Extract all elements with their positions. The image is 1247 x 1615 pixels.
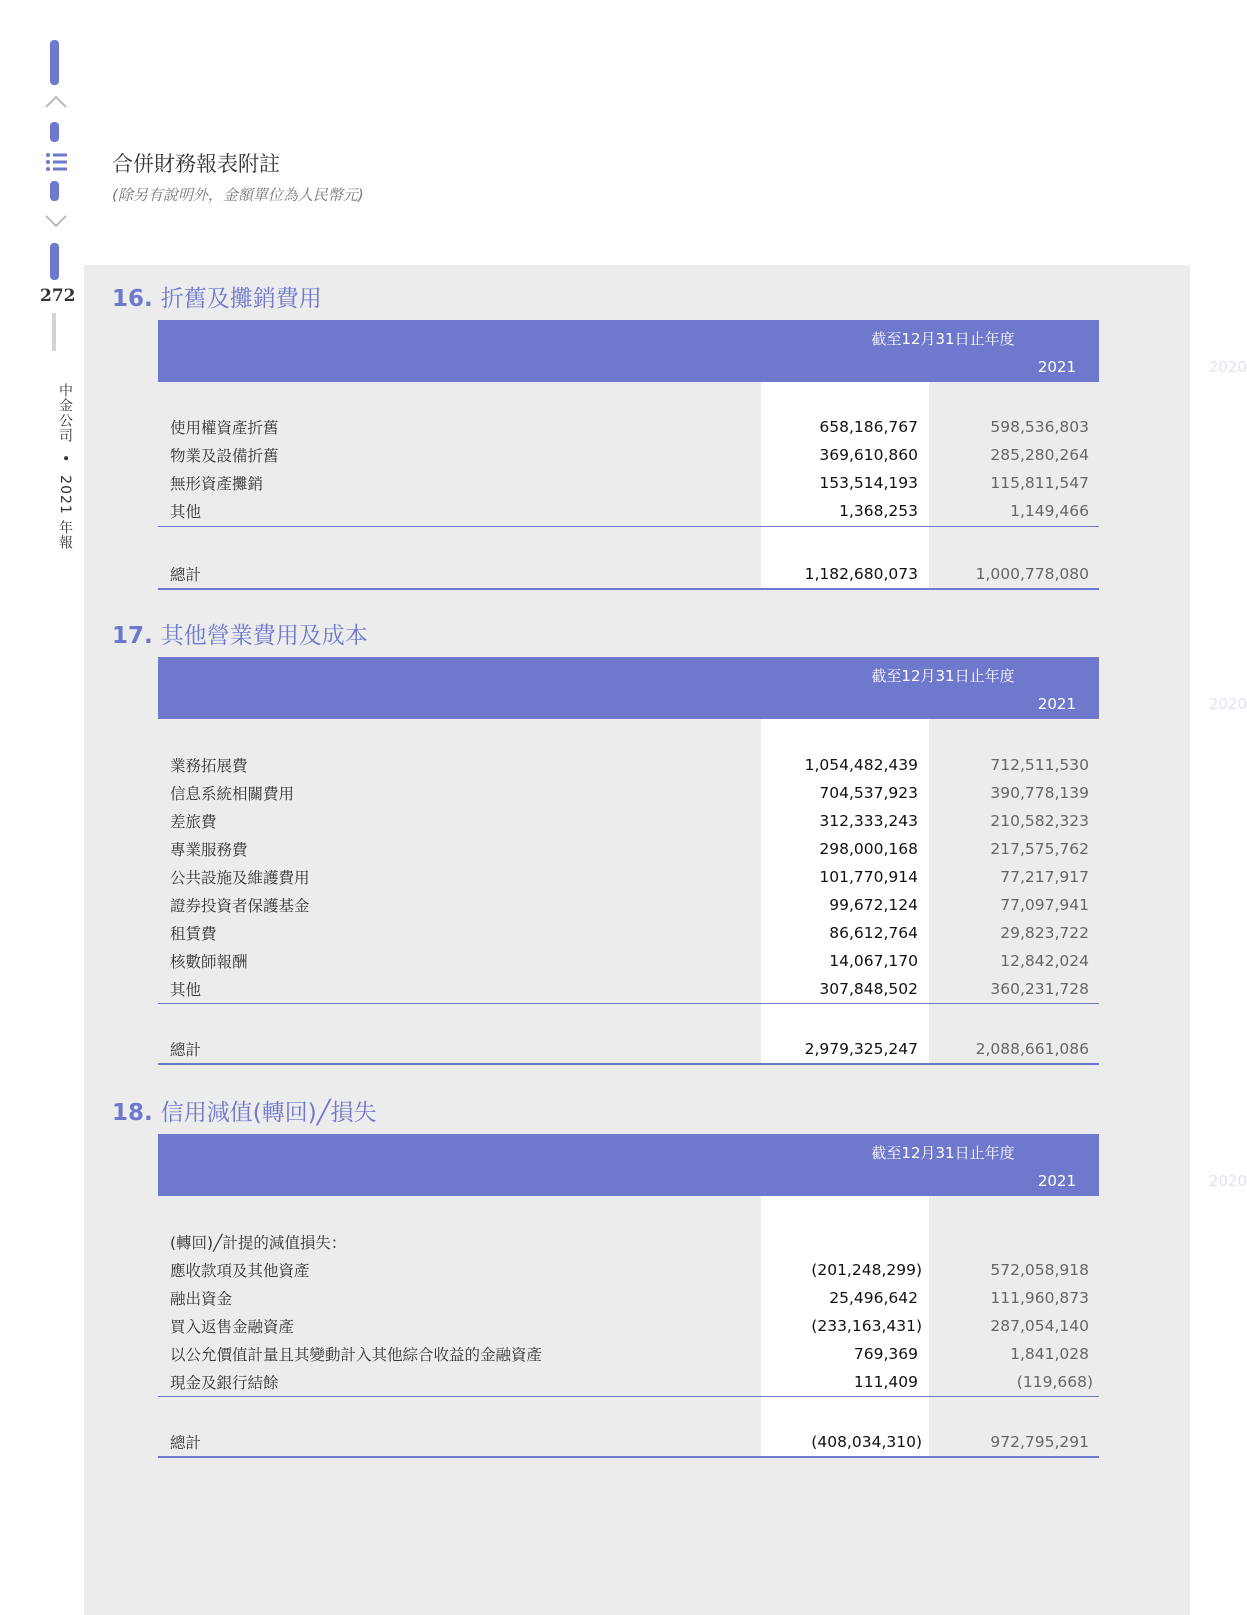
row-label: 差旅費 [170, 813, 217, 831]
section-heading [112, 617, 368, 650]
year-2020-header: 2020 [1208, 695, 1247, 713]
table-row [158, 835, 1099, 863]
total-label: 總計 [170, 1041, 202, 1059]
chevron-up-icon[interactable] [44, 93, 68, 115]
report-name: 2021 年報 [57, 475, 73, 551]
row-label: 業務拓展費 [170, 757, 248, 775]
value-2021: 1,054,482,439 [804, 756, 918, 774]
chevron-down-icon[interactable] [44, 214, 68, 236]
value-2020: 217,575,762 [990, 840, 1089, 858]
total-row [158, 1035, 1099, 1063]
year-2020-header: 2020 [1208, 1172, 1247, 1190]
value-2020: 77,097,941 [1000, 896, 1089, 914]
row-label: 證券投資者保護基金 [170, 897, 310, 915]
value-2020: 598,536,803 [990, 418, 1089, 436]
table-row [158, 1340, 1099, 1368]
table-header [158, 320, 1247, 382]
total-rule [158, 1063, 1099, 1065]
table-row [158, 1312, 1099, 1340]
value-2021: (233,163,431) [811, 1317, 922, 1335]
total-2020: 972,795,291 [990, 1433, 1089, 1451]
row-subheading: (轉回)╱計提的減值損失： [170, 1234, 347, 1252]
value-2021: 153,514,193 [819, 474, 918, 492]
section-heading [112, 1094, 377, 1127]
table-row [158, 919, 1099, 947]
table-row [158, 947, 1099, 975]
operating-expenses-table [158, 657, 1247, 1067]
year-2021-header: 2021 [1037, 1172, 1076, 1190]
table-row [158, 413, 1099, 441]
table-row [158, 863, 1099, 891]
page-divider [52, 313, 56, 351]
value-2020: 115,811,547 [990, 474, 1089, 492]
total-2021: 1,182,680,073 [804, 565, 918, 583]
year-2020-header: 2020 [1208, 358, 1247, 376]
row-label: 其他 [170, 503, 202, 521]
section-heading [112, 280, 322, 313]
period-label: 截至12月31日止年度 [871, 330, 1015, 348]
row-label: 無形資產攤銷 [170, 475, 264, 493]
value-2021: 369,610,860 [819, 446, 918, 464]
total-row [158, 560, 1099, 588]
total-label: 總計 [170, 566, 202, 584]
table-header [158, 657, 1247, 719]
period-label: 截至12月31日止年度 [871, 1144, 1015, 1162]
company-name: 中金公司 [57, 383, 73, 443]
row-label: 以公允價值計量且其變動計入其他綜合收益的金融資產 [170, 1346, 543, 1364]
row-label: 融出資金 [170, 1290, 233, 1308]
row-label: 其他 [170, 981, 202, 999]
row-label: 租賃費 [170, 925, 217, 943]
document-subtitle: (除另有說明外，金額單位為人民幣元) [112, 186, 364, 204]
row-label: 專業服務費 [170, 841, 248, 859]
row-label: 買入返售金融資產 [170, 1318, 295, 1336]
row-label: 物業及設備折舊 [170, 447, 279, 465]
table-row [158, 441, 1099, 469]
section-number: 18. [112, 1100, 153, 1126]
total-label: 總計 [170, 1434, 202, 1452]
value-2021: 99,672,124 [829, 896, 918, 914]
table-row [158, 1284, 1099, 1312]
depreciation-table [158, 320, 1247, 592]
value-2021: 101,770,914 [819, 868, 918, 886]
side-caption [55, 383, 75, 550]
total-row [158, 1428, 1099, 1456]
value-2020: 1,149,466 [1010, 502, 1089, 520]
row-label: 使用權資產折舊 [170, 419, 279, 437]
section-title: 其他營業費用及成本 [160, 623, 368, 649]
row-label: 應收款項及其他資產 [170, 1262, 310, 1280]
section-number: 17. [112, 623, 153, 649]
total-2021: 2,979,325,247 [804, 1040, 918, 1058]
value-2020: 712,511,530 [990, 756, 1089, 774]
value-2020: 29,823,722 [1000, 924, 1089, 942]
value-2020: 111,960,873 [990, 1289, 1089, 1307]
value-2021: (201,248,299) [811, 1261, 922, 1279]
table-header [158, 1134, 1247, 1196]
value-2020: 285,280,264 [990, 446, 1089, 464]
value-2021: 298,000,168 [819, 840, 918, 858]
list-menu-icon[interactable] [44, 151, 68, 173]
subheading-row [158, 1228, 1099, 1256]
row-label: 現金及銀行結餘 [170, 1374, 279, 1392]
value-2021: 14,067,170 [829, 952, 918, 970]
value-2021: 658,186,767 [819, 418, 918, 436]
subtotal-rule [158, 1003, 1099, 1004]
year-2021-header: 2021 [1037, 358, 1076, 376]
value-2021: 704,537,923 [819, 784, 918, 802]
section-title: 信用減值(轉回)╱損失 [160, 1100, 377, 1126]
value-2020: 572,058,918 [990, 1261, 1089, 1279]
value-2021: 111,409 [853, 1373, 918, 1391]
total-rule [158, 1456, 1099, 1458]
separator-dot: • [57, 454, 73, 464]
table-row [158, 807, 1099, 835]
row-label: 公共設施及維護費用 [170, 869, 310, 887]
nav-bar-bottom [50, 243, 59, 280]
value-2020: 77,217,917 [1000, 868, 1089, 886]
subtotal-rule [158, 526, 1099, 527]
value-2021: 307,848,502 [819, 980, 918, 998]
value-2020: 1,841,028 [1010, 1345, 1089, 1363]
total-rule [158, 588, 1099, 590]
nav-bar-mid-1 [50, 122, 59, 142]
page-number: 272 [40, 286, 76, 306]
year-2021-header: 2021 [1037, 695, 1076, 713]
row-label: 信息系統相關費用 [170, 785, 295, 803]
value-2021: 1,368,253 [839, 502, 918, 520]
total-2020: 2,088,661,086 [975, 1040, 1089, 1058]
value-2021: 769,369 [853, 1345, 918, 1363]
nav-bar-mid-2 [50, 181, 59, 201]
value-2020: 12,842,024 [1000, 952, 1089, 970]
value-2021: 312,333,243 [819, 812, 918, 830]
table-row [158, 891, 1099, 919]
value-2020: 210,582,323 [990, 812, 1089, 830]
total-2020: 1,000,778,080 [975, 565, 1089, 583]
subtotal-rule [158, 1396, 1099, 1397]
nav-bar-top [50, 40, 59, 85]
value-2021: 86,612,764 [829, 924, 918, 942]
table-row [158, 975, 1099, 1003]
value-2021: 25,496,642 [829, 1289, 918, 1307]
table-row [158, 779, 1099, 807]
table-row [158, 1256, 1099, 1284]
section-number: 16. [112, 286, 153, 312]
value-2020: 360,231,728 [990, 980, 1089, 998]
section-title: 折舊及攤銷費用 [160, 286, 322, 312]
period-label: 截至12月31日止年度 [871, 667, 1015, 685]
row-label: 核數師報酬 [170, 953, 248, 971]
table-row [158, 469, 1099, 497]
value-2020: 390,778,139 [990, 784, 1089, 802]
table-row [158, 497, 1099, 525]
document-title: 合併財務報表附註 [112, 152, 280, 176]
credit-impairment-table [158, 1134, 1247, 1460]
total-2021: (408,034,310) [811, 1433, 922, 1451]
table-row [158, 751, 1099, 779]
value-2020: (119,668) [1016, 1373, 1093, 1391]
table-row [158, 1368, 1099, 1396]
value-2020: 287,054,140 [990, 1317, 1089, 1335]
